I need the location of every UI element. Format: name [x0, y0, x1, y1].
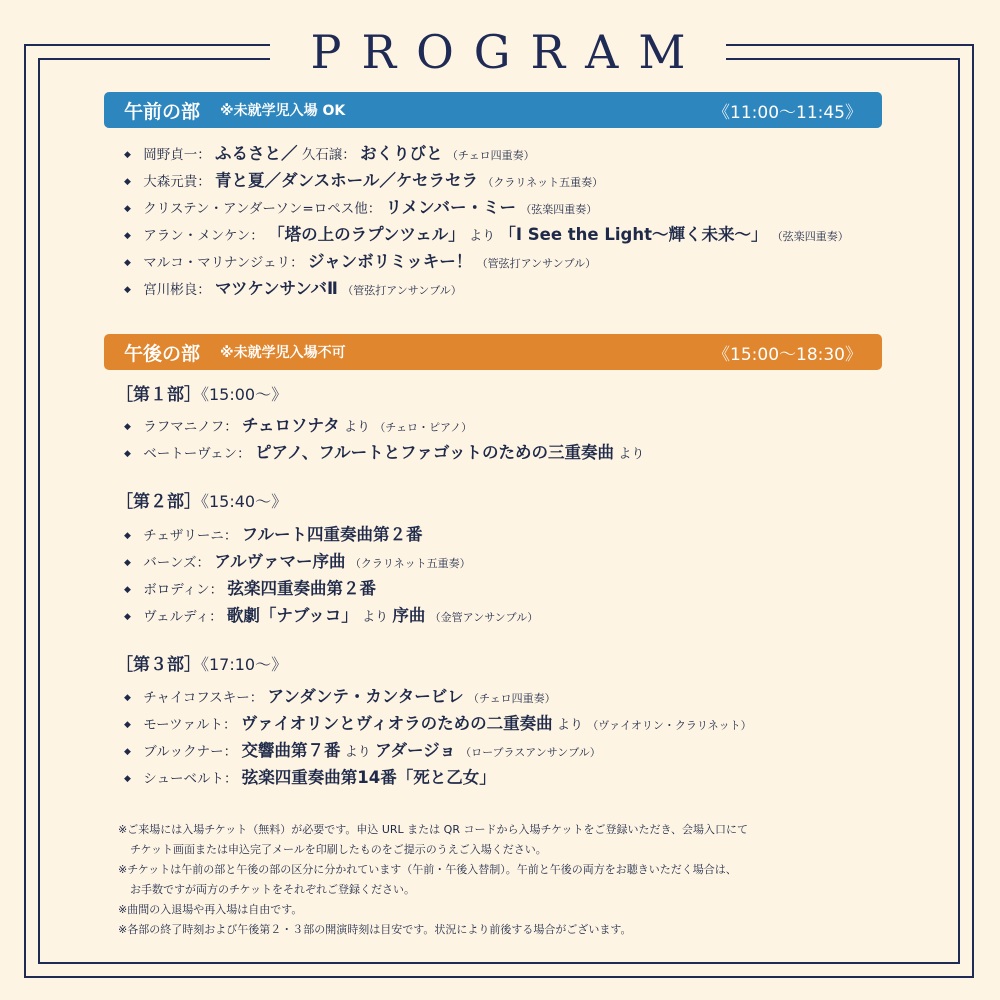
part-time: 《17:10〜》	[201, 655, 288, 674]
list-item	[124, 412, 644, 439]
work-title: 歌劇「ナブッコ」	[226, 606, 358, 625]
note-text: チケット画面または申込完了メールを印刷したものをご提示のうえご入場ください。	[130, 843, 547, 856]
afternoon-header-bar	[104, 334, 882, 370]
ensemble: （ヴァイオリン・クラリネット）	[587, 719, 752, 732]
composer: チェザリーニ：	[143, 528, 238, 544]
notes-section	[118, 820, 918, 940]
part-1-heading	[116, 383, 287, 407]
work-title: ヴァイオリンとヴィオラのための二重奏曲	[240, 714, 553, 733]
composer-2: 久石譲：	[301, 147, 356, 163]
morning-header-bar	[104, 92, 882, 128]
diamond-bullet-icon: ◆	[124, 612, 131, 622]
composer: アラン・メンケン：	[143, 228, 264, 244]
composer: チャイコフスキー：	[143, 690, 264, 706]
ensemble: （金管アンサンブル）	[429, 611, 539, 624]
work-title: ジャンボリミッキー！	[307, 252, 473, 271]
composer: モーツァルト：	[143, 717, 237, 733]
work-title: 弦楽四重奏曲第２番	[227, 579, 376, 598]
yori-text: より	[618, 447, 645, 462]
composer: ブルックナー：	[143, 744, 238, 760]
note-text: ※チケットは午前の部と午後の部の区分に分かれています（午前・午後入替制）。午前と午後の両方をお聴きいただく場合は、	[118, 863, 737, 876]
work-title-2: 序曲	[392, 606, 426, 625]
work-title: フルート四重奏曲第２番	[241, 525, 423, 544]
note-text: ※曲間の入退場や再入場は自由です。	[118, 903, 303, 916]
diamond-bullet-icon: ◆	[124, 531, 131, 541]
list-item	[124, 737, 752, 764]
part-1-list	[124, 412, 644, 466]
list-item	[124, 275, 849, 302]
list-item	[124, 521, 538, 548]
list-item	[124, 194, 849, 221]
ensemble: （チェロ四重奏）	[446, 149, 535, 162]
yori-text: より	[344, 745, 371, 760]
ensemble: （チェロ四重奏）	[468, 692, 556, 705]
list-item	[124, 602, 538, 629]
morning-note: ※未就学児入場 OK	[220, 103, 346, 119]
afternoon-note: ※未就学児入場不可	[220, 345, 346, 361]
ensemble: （弦楽四重奏）	[771, 230, 849, 243]
ensemble: （管弦打アンサンブル）	[342, 284, 462, 297]
ensemble: （弦楽四重奏）	[520, 203, 598, 216]
work-title: 「塔の上のラプンツェル」	[268, 225, 465, 244]
morning-program-list	[124, 140, 849, 302]
ensemble: （ローブラスアンサンブル）	[460, 746, 601, 759]
part-name: ［第３部］	[116, 655, 201, 675]
list-item	[124, 548, 538, 575]
list-item	[124, 575, 538, 602]
yori-text: より	[362, 610, 389, 625]
work-title: アンダンテ・カンタービレ	[267, 687, 464, 706]
composer: ラフマニノフ：	[143, 419, 238, 435]
part-time: 《15:00〜》	[201, 385, 288, 404]
work-title: 交響曲第７番	[241, 741, 341, 760]
composer: マルコ・マリナンジェリ：	[143, 255, 304, 271]
diamond-bullet-icon: ◆	[124, 258, 131, 268]
diamond-bullet-icon: ◆	[124, 558, 131, 568]
composer: ヴェルディ：	[143, 609, 223, 625]
morning-time: 《11:00〜11:45》	[713, 102, 862, 123]
list-item	[124, 683, 752, 710]
work-title-2: おくりびと	[360, 144, 443, 163]
work-title-2: 「I See the Light〜輝く未来〜」	[499, 225, 768, 244]
diamond-bullet-icon: ◆	[124, 449, 131, 459]
composer: シューベルト：	[143, 771, 238, 787]
composer: 岡野貞一：	[143, 147, 211, 163]
part-2-list	[124, 521, 538, 629]
note-text: お手数ですが両方のチケットをそれぞれご登録ください。	[130, 883, 416, 896]
diamond-bullet-icon: ◆	[124, 693, 131, 703]
work-title: ふるさと／	[215, 144, 298, 163]
part-3-list	[124, 683, 752, 791]
composer: ベートーヴェン：	[143, 446, 251, 462]
work-title: マツケンサンバⅡ	[215, 279, 338, 298]
morning-label: 午前の部	[124, 100, 201, 123]
list-item	[124, 248, 849, 275]
work-title: アルヴァマー序曲	[214, 552, 346, 571]
composer: 宮川彬良：	[143, 282, 211, 298]
composer: ボロディン：	[143, 582, 224, 598]
composer: 大森元貴：	[143, 174, 211, 190]
ensemble: （クラリネット五重奏）	[349, 557, 471, 570]
list-item	[124, 764, 752, 791]
ensemble: （管弦打アンサンブル）	[476, 257, 597, 270]
work-title: 弦楽四重奏曲第14番「死と乙女」	[241, 768, 496, 787]
diamond-bullet-icon: ◆	[124, 422, 131, 432]
work-title: チェロソナタ	[242, 416, 340, 435]
afternoon-time: 《15:00〜18:30》	[713, 344, 862, 365]
note-text: ※各部の終了時刻および午後第２・３部の開演時刻は目安です。状況により前後する場合がございます。	[118, 923, 632, 936]
yori-text: より	[556, 718, 583, 733]
work-title: 青と夏／ダンスホール／ケセラセラ	[215, 171, 479, 190]
diamond-bullet-icon: ◆	[124, 177, 131, 187]
page-title: PROGRAM	[310, 25, 706, 79]
list-item	[124, 140, 849, 167]
yori-text: より	[469, 229, 496, 244]
diamond-bullet-icon: ◆	[124, 720, 131, 730]
part-name: ［第１部］	[116, 385, 201, 405]
list-item	[124, 167, 849, 194]
diamond-bullet-icon: ◆	[124, 774, 131, 784]
diamond-bullet-icon: ◆	[124, 150, 131, 160]
composer: クリステン・アンダーソン=ロペス他：	[143, 201, 382, 217]
part-2-heading	[116, 490, 287, 514]
yori-text: より	[344, 420, 371, 435]
diamond-bullet-icon: ◆	[124, 585, 131, 595]
list-item	[124, 439, 644, 466]
part-time: 《15:40〜》	[201, 492, 288, 511]
work-title: リメンバー・ミー	[385, 198, 517, 217]
composer: バーンズ：	[143, 555, 211, 571]
diamond-bullet-icon: ◆	[124, 285, 131, 295]
list-item	[124, 221, 849, 248]
list-item	[124, 710, 752, 737]
work-title-2: アダージョ	[375, 741, 456, 760]
diamond-bullet-icon: ◆	[124, 747, 131, 757]
diamond-bullet-icon: ◆	[124, 204, 131, 214]
ensemble: （クラリネット五重奏）	[482, 176, 604, 189]
ensemble: （チェロ・ピアノ）	[374, 421, 473, 434]
work-title: ピアノ、フルートとファゴットのための三重奏曲	[254, 443, 615, 462]
part-3-heading	[116, 653, 287, 677]
diamond-bullet-icon: ◆	[124, 231, 131, 241]
part-name: ［第２部］	[116, 492, 201, 512]
note-text: ※ご来場には入場チケット（無料）が必要です。申込 URL または QR コードから入場チケットをご登録いただき、会場入口にて	[118, 823, 749, 836]
afternoon-label: 午後の部	[124, 342, 201, 365]
